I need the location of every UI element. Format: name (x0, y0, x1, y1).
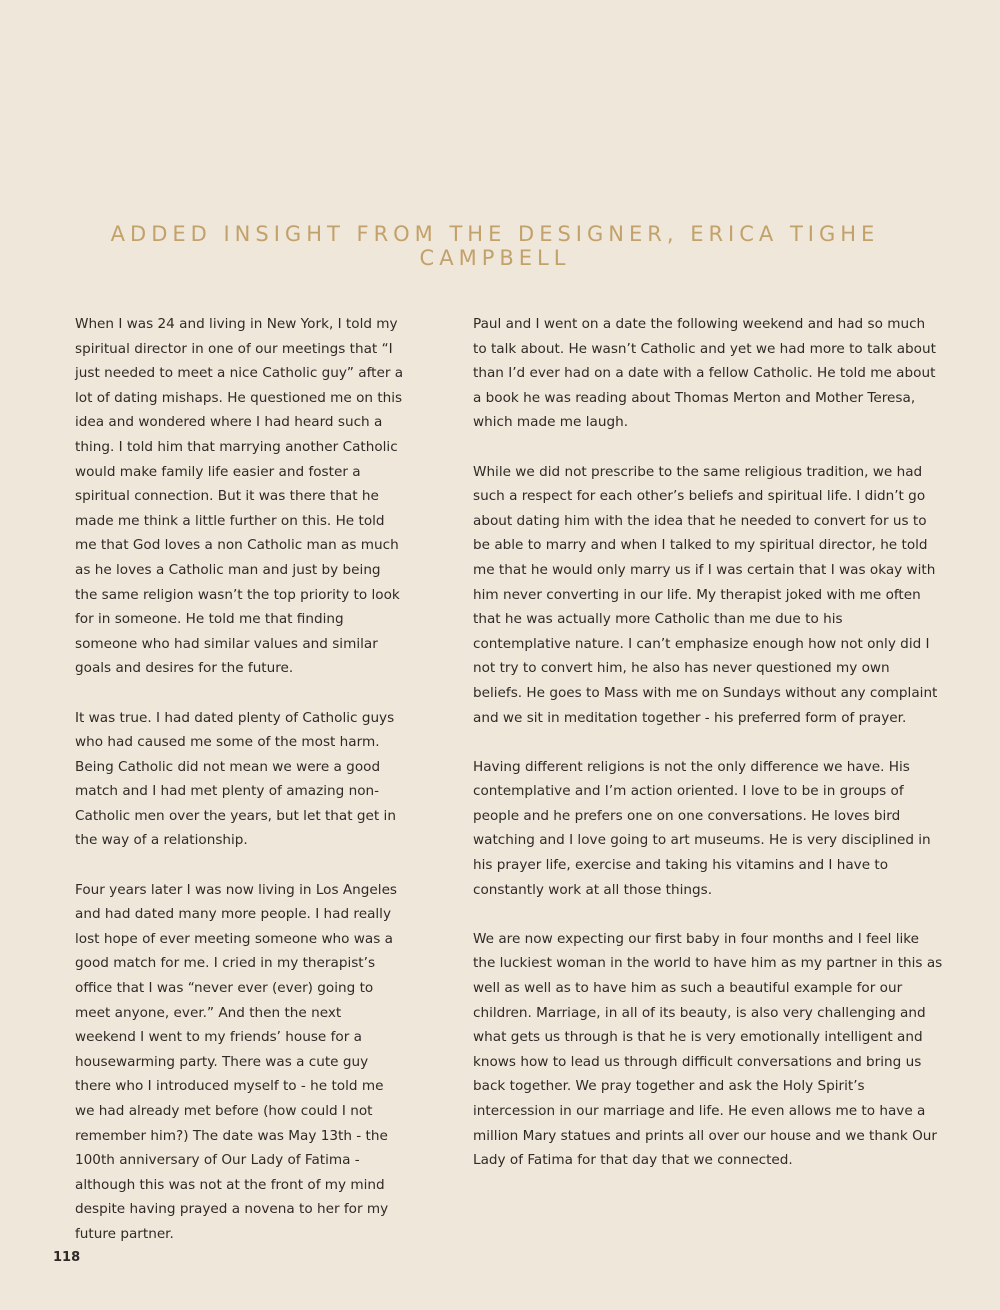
paragraph: It was true. I had dated plenty of Catholic guys who had caused me some of the most harm. Being Catholic did not mean we were a good match and I had met plenty of amazing non-Catholic men over the years, but let that get in the way of a relationship. (75, 709, 396, 849)
right-column (473, 312, 943, 1197)
paragraph: Paul and I went on a date the following weekend and had so much to talk about. He wasn’t Catholic and yet we had more to talk about than I’d ever had on a date with a fellow Catholic. He told me about a book he was reading about Thomas Merton and Mother Teresa, which made me laugh. (473, 316, 936, 431)
page-title: ADDED INSIGHT FROM THE DESIGNER, ERICA TIGHE CAMPBELL (110, 222, 880, 270)
paragraph: Four years later I was now living in Los Angeles and had dated many more people. I had really lost hope of ever meeting someone who was a good match for me. I cried in my therapist’s office that I was “never ever (ever) going to meet anyone, ever.” And then the next weekend I went to my friends’ house for a housewarming party. There was a cute guy there who I introduced myself to - he told me we had already met before (how could I not remember him?) The date was May 13th - the 100th anniversary of Our Lady of Fatima - although this was not at the front of my mind despite having prayed a novena to her for my future partner. (75, 881, 398, 1242)
paragraph: We are now expecting our first baby in four months and I feel like the luckiest woman in the world to have him as my partner in this as well as well as to have him as such a beautiful example for our children. Marriage, in all of its beauty, is also very challenging and what gets us through is that he is very emotionally intelligent and knows how to lead us through difficult conversations and bring us back together. We pray together and ask the Holy Spirit’s intercession in our marriage and life. He even allows me to have a million Mary statues and prints all over our house and we thank Our Lady of Fatima for that day that we connected. (473, 930, 943, 1169)
page-number: 118 (53, 1250, 81, 1265)
paragraph: While we did not prescribe to the same religious tradition, we had such a respect for each other’s beliefs and spiritual life. I didn’t go about dating him with the idea that he needed to convert for us to be able to marry and when I talked to my spiritual director, he told me that he would only marry us if I was certain that I was okay with him never converting in our life. My therapist joked with me often that he was actually more Catholic than me due to his contemplative nature. I can’t emphasize enough how not only did I not try to convert him, he also has never questioned my own beliefs. He goes to Mass with me on Sundays without any complaint and we sit in meditation together - his preferred form of prayer. (473, 463, 938, 726)
left-column (75, 312, 405, 1271)
paragraph: Having different religions is not the only difference we have. His contemplative and I’m action oriented. I love to be in groups of people and he prefers one on one conversations. He loves bird watching and I love going to art museums. He is very disciplined in his prayer life, exercise and taking his vitamins and I have to constantly work at all those things. (473, 758, 931, 898)
paragraph: When I was 24 and living in New York, I told my spiritual director in one of our meetings that “I just needed to meet a nice Catholic guy” after a lot of dating mishaps. He questioned me on this idea and wondered where I had heard such a thing. I told him that marrying another Catholic would make family life easier and foster a spiritual connection. But it was there that he made me think a little further on this. He told me that God loves a non Catholic man as much as he loves a Catholic man and just by being the same religion wasn’t the top priority to look for in someone. He told me that finding someone who had similar values and similar goals and desires for the future. (75, 316, 404, 677)
